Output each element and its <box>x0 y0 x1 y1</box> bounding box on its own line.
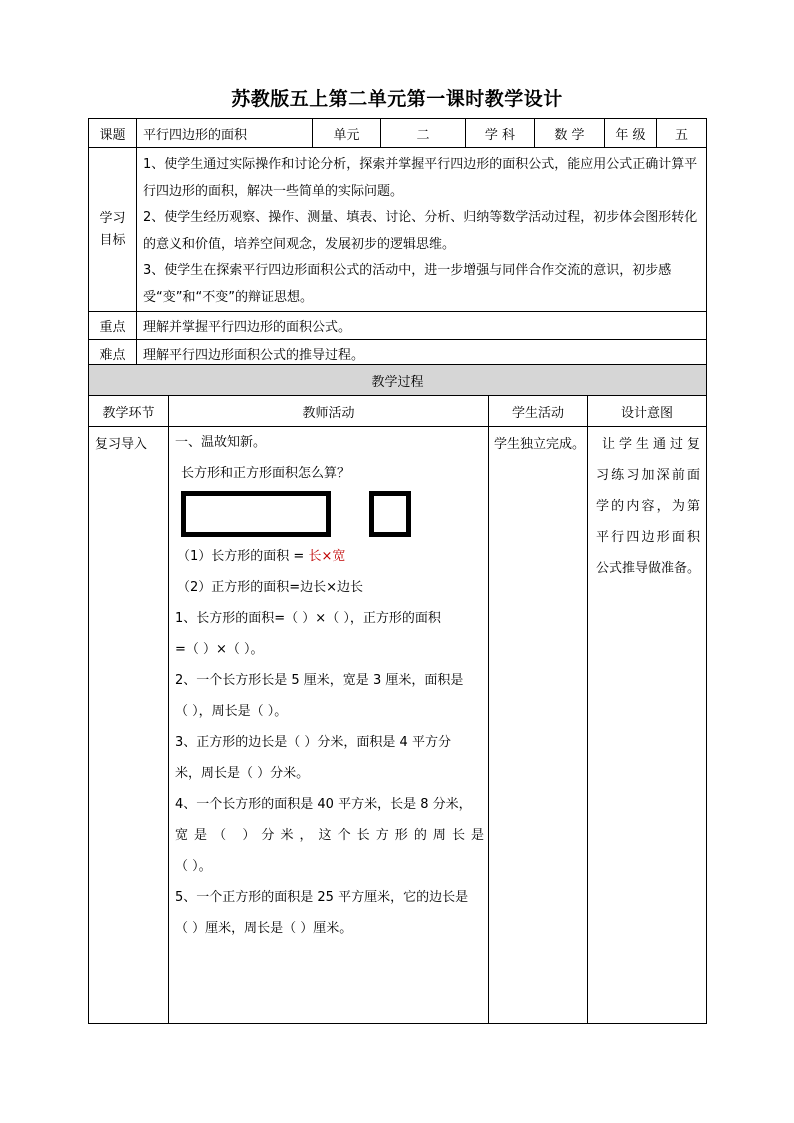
rectangle-shape <box>181 491 331 537</box>
col-stage-header: 教学环节 <box>89 396 169 427</box>
goal-item-1: 1、使学生通过实际操作和讨论分析，探索并掌握平行四边形的面积公式，能应用公式正确计算平行四边形的面积，解决一些简单的实际问题。 <box>143 157 698 199</box>
col-intent-header: 设计意图 <box>588 396 707 427</box>
shape-question: 长方形和正方形面积怎么算？ <box>181 466 351 481</box>
intent-line-2: 习练习加深前面 <box>596 468 701 483</box>
lesson-info-table <box>88 118 707 368</box>
question-4-line1: 4、一个长方形的面积是 40 平方米，长是 8 分米， <box>175 797 472 812</box>
question-5-line2: （ ）厘米，周长是（ ）厘米。 <box>175 921 353 936</box>
question-2-line1: 2、一个长方形长是 5 厘米，宽是 3 厘米，面积是 <box>175 673 464 688</box>
goals-label-line2: 目标 <box>99 232 126 248</box>
question-1-line2: =（ ）×（ ）。 <box>175 642 264 657</box>
square-shape <box>369 491 411 537</box>
intent-line-4: 平行四边形面积 <box>596 530 701 545</box>
formula-rectangle-prefix: （1）长方形的面积 = <box>177 549 309 564</box>
subject-value: 数 学 <box>535 119 605 148</box>
subject-label: 学 科 <box>466 119 535 148</box>
question-3-line2: 米，周长是（ ）分米。 <box>175 766 310 781</box>
key-point-label: 重点 <box>89 312 137 340</box>
document-title: 苏教版五上第二单元第一课时教学设计 <box>231 88 563 110</box>
stage-cell: 复习导入 <box>89 427 169 1024</box>
goals-label-line1: 学习 <box>99 210 126 226</box>
goal-item-3: 3、使学生在探索平行四边形面积公式的活动中，进一步增强与同伴合作交流的意识，初步感受“变”和“不变”的辩证思想。 <box>143 263 672 305</box>
unit-value: 二 <box>381 119 466 148</box>
design-intent-cell <box>588 427 707 1024</box>
grade-label: 年 级 <box>605 119 657 148</box>
col-teacher-header: 教师活动 <box>169 396 489 427</box>
shapes-figure <box>175 489 484 541</box>
goal-item-2: 2、使学生经历观察、操作、测量、填表、讨论、分析、归纳等数学活动过程，初步体会图形转化的意义和价值，培养空间观念，发展初步的逻辑思维。 <box>143 210 698 252</box>
student-activity-cell: 学生独立完成。 <box>489 427 588 1024</box>
intent-line-3: 学的内容，为第 <box>596 499 701 514</box>
teacher-heading: 一、温故知新。 <box>175 435 267 450</box>
question-4-line2: 宽是（ ）分米，这个长方形的周长是 <box>175 828 484 843</box>
question-4-line3: （ ）。 <box>175 859 212 874</box>
process-band-title: 教学过程 <box>89 365 707 396</box>
intent-line-5: 公式推导做准备。 <box>596 561 701 576</box>
question-1-line1: 1、长方形的面积=（ ）×（ ），正方形的面积 <box>175 611 441 626</box>
difficulty-value: 理解平行四边形面积公式的推导过程。 <box>137 340 707 368</box>
grade-value: 五 <box>657 119 707 148</box>
formula-rectangle-value: 长×宽 <box>308 549 346 564</box>
teacher-activity-cell <box>169 427 489 1024</box>
question-5-line1: 5、一个正方形的面积是 25 平方厘米，它的边长是 <box>175 890 469 905</box>
topic-value: 平行四边形的面积 <box>137 119 313 148</box>
formula-square: （2）正方形的面积=边长×边长 <box>177 580 364 595</box>
difficulty-label: 难点 <box>89 340 137 368</box>
col-student-header: 学生活动 <box>489 396 588 427</box>
intent-line-1: 让学生通过复 <box>602 437 701 452</box>
unit-label: 单元 <box>313 119 381 148</box>
question-3-line1: 3、正方形的边长是（ ）分米，面积是 4 平方分 <box>175 735 451 750</box>
formula-rectangle <box>175 541 484 572</box>
goals-content <box>137 148 707 312</box>
topic-label: 课题 <box>89 119 137 148</box>
key-point-value: 理解并掌握平行四边形的面积公式。 <box>137 312 707 340</box>
question-2-line2: （ ），周长是（ ）。 <box>175 704 288 719</box>
goals-label <box>89 148 137 312</box>
teaching-process-table <box>88 364 707 1024</box>
